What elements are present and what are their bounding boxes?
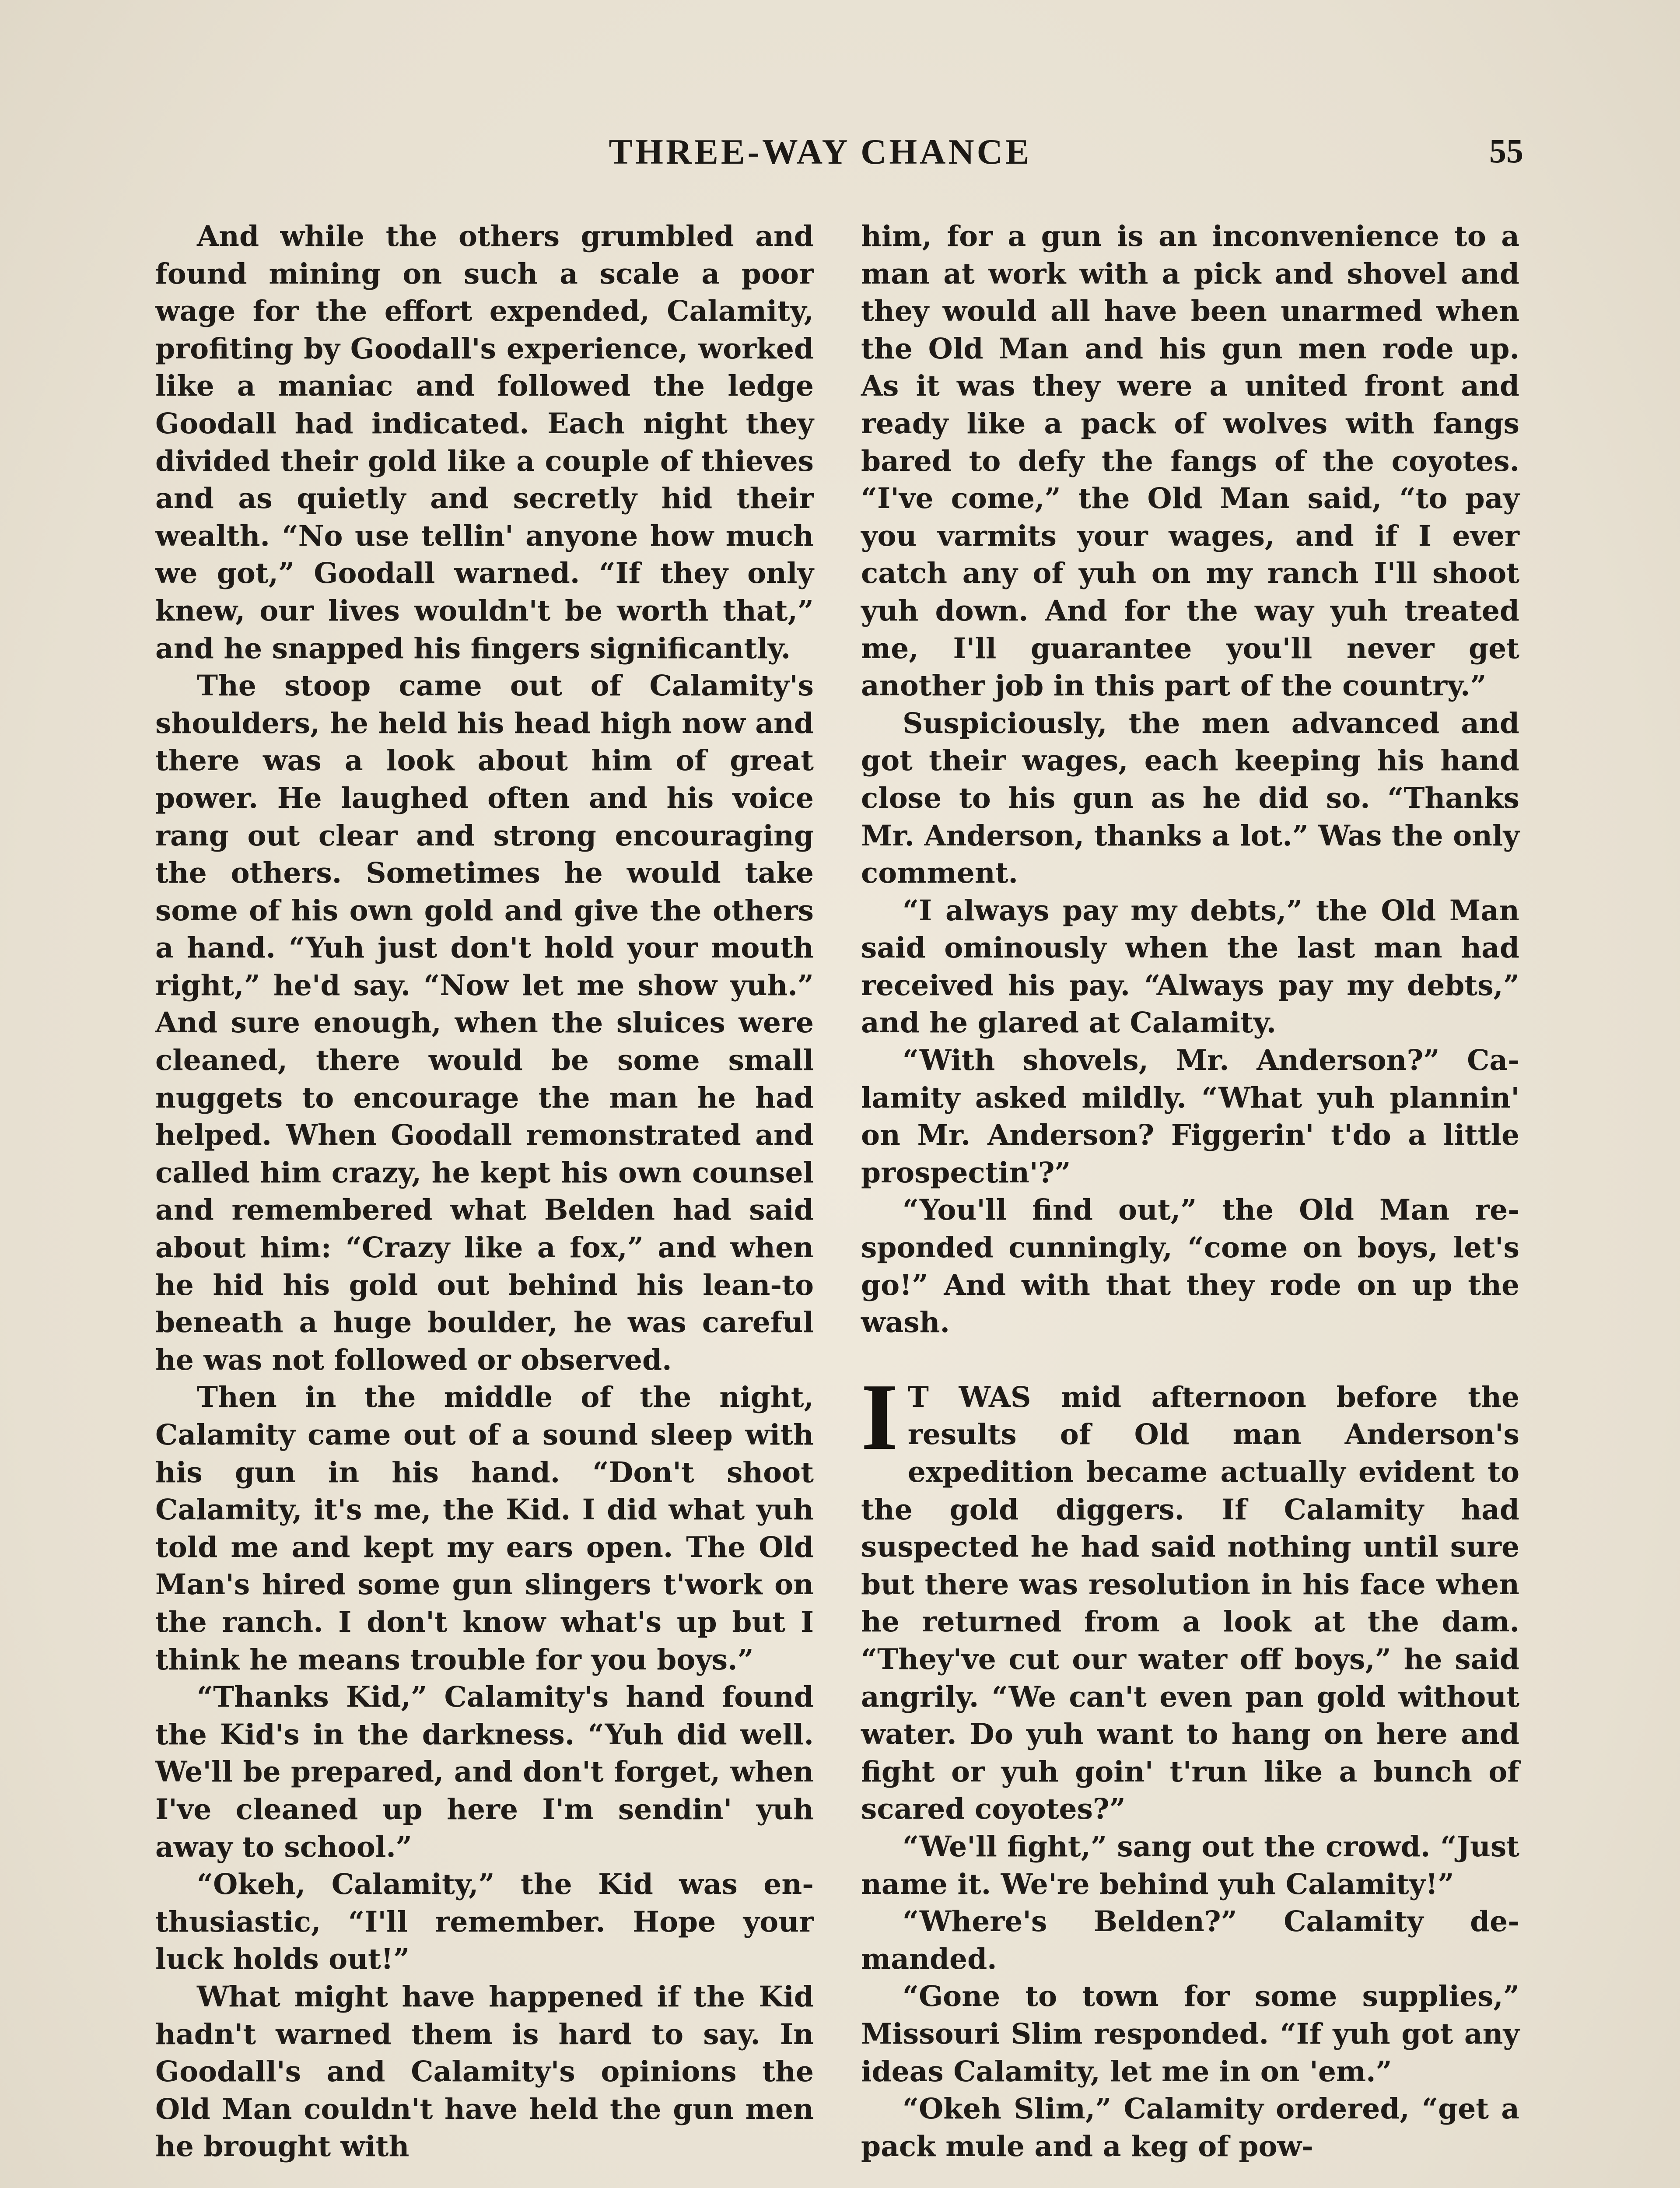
left-text-column <box>155 218 814 2166</box>
paragraph: “You'll find out,” the Old Man responded cunningly, “come on boys, let's go!” And with that they rode on up the wash. <box>861 1193 1519 1339</box>
paragraph: Then in the middle of the night, Calamity came out of a sound sleep with his gun in his hand. “Don't shoot Calamity, it's me, the Kid. I did what yuh told me and kept my ears open. The Old Man's hired some gun slingers t'work on the ranch. I don't know what's up but I think he means trouble for you boys.” <box>155 1381 814 1676</box>
paragraph: “We'll fight,” sang out the crowd. “Just name it. We're behind yuh Calamity!” <box>861 1830 1519 1901</box>
paragraph: “With shovels, Mr. Anderson?” Calamity asked mildly. “What yuh plannin' on Mr. Anderson? Figgerin' t'do a little prospectin'?” <box>861 1044 1519 1189</box>
paragraph: “I always pay my debts,” the Old Man said ominously when the last man had received his pay. “Always pay my debts,” and he glared at Calamity. <box>861 894 1519 1040</box>
drop-cap: I <box>861 1364 898 1470</box>
paragraph: him, for a gun is an inconvenience to a man at work with a pick and shovel and they would all have been unarmed when the Old Man and his gun men rode up. As it was they were a united front and ready like a pack of wolves with fangs bared to defy the fangs of the coyotes. “I've come,” the Old Man said, “to pay you varmits your wages, and if I ever catch any of yuh on my ranch I'll shoot yuh down. And for the way yuh treated me, I'll guarantee you'll never get another job in this part of the country.” <box>861 220 1519 703</box>
paragraph: The stoop came out of Calamity's shoulders, he held his head high now and there was a look about him of great power. He laughed often and his voice rang out clear and strong encouraging the others. Sometimes he would take some of his own gold and give the others a hand. “Yuh just don't hold your mouth right,” he'd say. “Now let me show yuh.” And sure enough, when the sluices were cleaned, there would be some small nuggets to encourage the man he had helped. When Goodall remonstrated and called him crazy, he kept his own counsel and remembered what Belden had said about him: “Crazy like a fox,” and when he hid his gold out behind his lean-to beneath a huge boulder, he was careful he was not followed or observed. <box>155 669 814 1377</box>
section-opening-text: T WAS mid afternoon before the results of Old man Anderson's expedition became actually evident to the gold diggers. If Calamity had suspected he had said nothing until sure but there was resolution in his face when he returned from a look at the dam. “They've cut our water off boys,” he said angrily. “We can't even pan gold without water. Do yuh want to hang on here and fight or yuh goin' t'run like a bunch of scared coyotes?” <box>861 1380 1519 1826</box>
section-opening-paragraph <box>861 1364 1519 1828</box>
paragraph: What might have happened if the Kid hadn't warned them is hard to say. In Goodall's and Calamity's opinions the Old Man couldn't have held the gun men he brought with <box>155 1980 814 2163</box>
page-number: 55 <box>1489 132 1523 170</box>
paragraph: “Where's Belden?” Calamity demanded. <box>861 1905 1519 1976</box>
paragraph: “Okeh Slim,” Calamity ordered, “get a pack mule and a keg of pow- <box>861 2092 1519 2163</box>
paragraph: “Thanks Kid,” Calamity's hand found the Kid's in the darkness. “Yuh did well. We'll be prepared, and don't forget, when I've cleaned up here I'm sendin' yuh away to school.” <box>155 1680 814 1864</box>
paragraph: Suspiciously, the men advanced and got their wages, each keeping his hand close to his gun as he did so. “Thanks Mr. Anderson, thanks a lot.” Was the only comment. <box>861 706 1519 890</box>
right-text-column <box>861 218 1519 2165</box>
running-title: THREE-WAY CHANCE <box>609 132 1032 172</box>
paragraph: “Gone to town for some supplies,” Missouri Slim responded. “If yuh got any ideas Calamity, let me in on 'em.” <box>861 1980 1519 2088</box>
paragraph: And while the others grumbled and found mining on such a scale a poor wage for the effort expended, Calamity, profiting by Goodall's experience, worked like a maniac and followed the ledge Goodall had indicated. Each night they divided their gold like a couple of thieves and as quietly and secretly hid their wealth. “No use tellin' anyone how much we got,” Goodall warned. “If they only knew, our lives wouldn't be worth that,” and he snapped his fingers significantly. <box>155 220 814 665</box>
paragraph: “Okeh, Calamity,” the Kid was enthusiastic, “I'll remember. Hope your luck holds out!” <box>155 1868 814 1976</box>
